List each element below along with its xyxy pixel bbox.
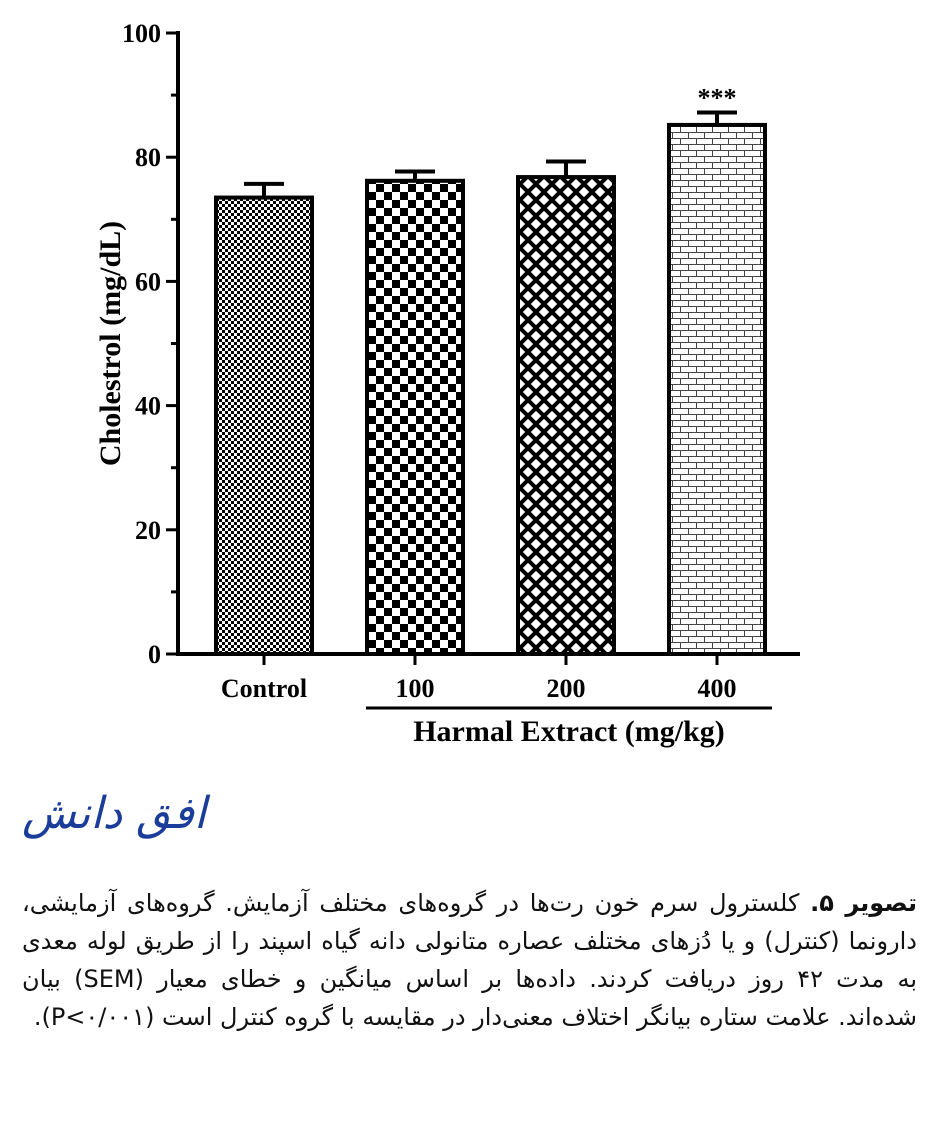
bar-0 xyxy=(216,198,312,654)
x-tick-label-2: 200 xyxy=(546,674,586,703)
y-ticks-layer xyxy=(122,19,178,669)
bar-3 xyxy=(669,125,765,654)
y-tick-label-40: 40 xyxy=(135,391,161,421)
x-tick-label-0: Control xyxy=(220,674,308,703)
y-axis-title: Cholestrol (mg/dL) xyxy=(94,220,127,467)
y-tick-label-80: 80 xyxy=(135,143,161,173)
figure-caption xyxy=(22,884,917,1036)
annotations-layer xyxy=(698,83,737,112)
x-ticks-layer xyxy=(221,654,737,703)
x-axis-title: Harmal Extract (mg/kg) xyxy=(413,715,725,748)
y-tick-label-100: 100 xyxy=(122,19,161,48)
journal-logo: افق دانش xyxy=(22,788,207,839)
x-tick-label-3: 400 xyxy=(697,674,737,703)
caption-text: کلسترول سرم خون رت‌ها در گروه‌های مختلف آزمایش. گروه‌های آزمایشی، دارونما (کنترل) و یا دُزهای مختلف عصاره متانولی دانه گیاه اسپند را از طریق لوله معدی به مدت ۴۲ روز دریافت کردند. داده‌ها بر اساس میانگین و خطای معیار (SEM) بیان شده‌اند. علامت ستاره بیانگر اختلاف معنی‌دار در مقایسه با گروه کنترل است (P<۰/۰۰۱). xyxy=(22,889,917,1031)
x-tick-label-1: 100 xyxy=(395,674,435,703)
y-tick-label-20: 20 xyxy=(135,515,161,545)
bars-layer xyxy=(216,125,765,654)
y-tick-label-0: 0 xyxy=(148,640,161,669)
y-tick-label-60: 60 xyxy=(135,267,161,297)
bar-1 xyxy=(367,181,463,654)
bar-2 xyxy=(518,177,614,654)
error-bars-layer xyxy=(244,112,737,197)
significance-marker-3: *** xyxy=(697,83,737,113)
caption-label: تصویر ۵. xyxy=(810,889,917,917)
